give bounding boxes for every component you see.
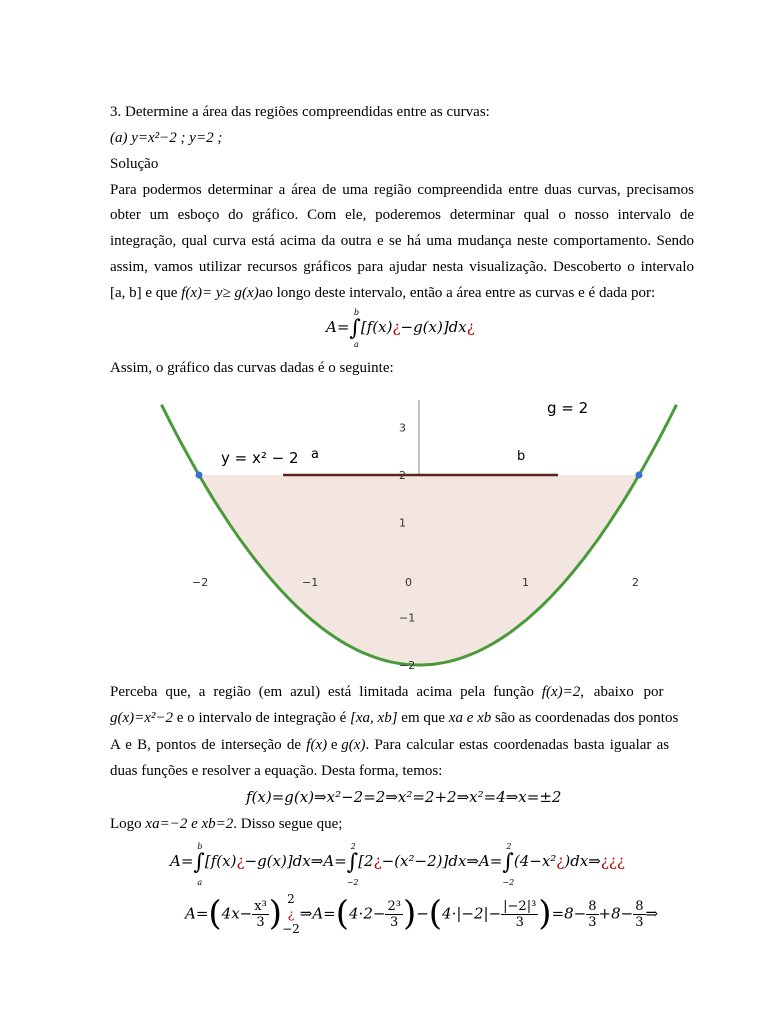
render-error-glyph: ¿ [287,907,295,921]
para2-line-3 [110,736,694,754]
integral-lower-limit: −2 [346,878,359,887]
para2-line-2-math3: xa e xb [448,710,492,726]
final-eq-part: +8− [598,904,634,923]
eval-lower: −2 [282,922,300,936]
fraction [586,899,598,930]
render-error-glyph: ¿ [466,318,475,336]
solve-equation [246,788,561,806]
fraction-numerator: x³ [254,899,267,914]
paren-close: ) [538,893,552,934]
render-error-glyph: ¿¿¿ [600,852,625,870]
para2-line-2-math1: g(x)=x²−2 [110,710,174,726]
integral-upper-limit: 2 [506,842,512,851]
render-error-glyph: ¿ [556,852,565,870]
para2-line-2 [110,709,694,727]
area-formula [326,308,475,349]
para2-line-1-text: Perceba que, a região (em azul) está limitada acima pela função [110,684,542,700]
para2-line-2-text-c: são as coordenadas dos pontos [491,710,679,726]
y-tick-label: 2 [399,469,406,482]
logo-line-math: xa=−2 e xb=2 [145,816,234,832]
para2-line-1 [110,683,694,701]
x-tick-label: 2 [632,576,639,589]
fraction-denominator: 3 [635,915,644,930]
fraction [252,899,269,930]
para2-line-1-end: , abaixo por [580,684,664,700]
y-tick-label: 3 [399,421,406,435]
solve-equation-text: f(x)=g(x)⇒x²−2=2⇒x²=2+2⇒x²=4⇒x=±2 [246,788,562,806]
intro-line-2: obter um esboço do gráfico. Com ele, poderemos determinar qual o nosso intervalo de [110,207,694,223]
fraction [501,899,538,930]
fraction [633,899,645,930]
eval-upper: 2 [287,892,295,906]
paren-open: ( [335,893,350,934]
paren-open: ( [428,893,443,934]
integral-chain-part: −g(x)]dx⇒A= [244,852,347,870]
integral-upper-limit: 2 [350,842,356,851]
x-tick-label: −1 [302,576,319,589]
intro-line-1: Para podermos determinar a área de uma região compreendida entre duas curvas, precisamos [110,182,694,198]
integral-chain-part: [f(x) [204,852,237,870]
intro-line-5 [110,284,694,302]
graph-intro: Assim, o gráfico das curvas dadas é o seguinte: [110,360,394,376]
curve-label: y = x² − 2 [221,449,299,467]
intro-line-5-math: f(x)= y≥ g(x) [181,285,259,301]
fraction-denominator: 3 [515,915,524,930]
problem-heading: 3. Determine a área das regiões compreendidas entre as curvas: [110,104,490,120]
final-eq-part: A= [185,904,209,923]
line-label: g = 2 [547,399,589,417]
y-tick-label: −2 [399,659,416,672]
point-a-label: a [311,447,319,462]
final-eq-part: 4·|−2|− [442,904,502,923]
logo-line [110,815,694,833]
point-b-label: b [517,449,526,464]
x-tick-label: 1 [522,576,529,589]
fraction-numerator: 2³ [387,899,401,914]
intro-line-5-end: ao longo deste intervalo, então a área entre as curvas e é dada por: [258,285,656,301]
area-formula-body-b: −g(x)]dx [400,318,467,336]
para2-line-3-math2: g(x) [341,737,366,753]
logo-line-end: . Disso segue que; [233,816,343,832]
fraction-numerator: 8 [635,899,644,914]
fraction-denominator: 3 [588,915,597,930]
integral-lower-limit: a [197,878,203,887]
intro-line-5-start: [a, b] e que [110,285,182,301]
para2-line-3-text-b: e [327,737,342,753]
x-tick-label: 0 [405,576,412,589]
integral-sign: ∫ [349,316,361,341]
evaluation-limits [282,892,300,937]
final-eq-part: 4·2− [349,904,386,923]
final-eq-part: − [416,904,429,923]
x-tick-label: −2 [192,576,209,589]
final-eq-part: ⇒A= [299,904,336,923]
fraction-denominator: 3 [256,915,265,930]
integral-sign: ∫ [346,850,359,875]
intro-line-4: assim, vamos utilizar recursos gráficos para ajudar nesta visualização. Descoberto o intervalo [110,259,694,275]
area-formula-body-a: [f(x) [360,318,393,336]
final-eq-part: ⇒ [645,904,659,923]
integral-lower-limit: −2 [502,878,515,887]
integral-chain-part: )dx⇒ [564,852,601,870]
fraction-numerator: 8 [588,899,597,914]
fraction [385,899,402,930]
para2-line-1-math: f(x)=2 [541,684,581,700]
fraction-numerator: |−2|³ [503,899,537,914]
y-tick-label: −1 [399,611,416,625]
paren-close: ) [402,893,417,934]
integral-chain-part: (4−x² [513,852,557,870]
render-error-glyph: ¿ [392,318,401,336]
para2-line-2-text-b: em que [397,710,449,726]
integral-sign: ∫ [502,850,514,875]
paren-open: ( [208,893,222,934]
solution-label: Solução [110,156,159,172]
para2-line-4: duas funções e resolver a equação. Desta forma, temos: [110,763,443,779]
parabola-graph [192,395,639,672]
integral-chain-part: −(x²−2)]dx⇒A= [381,852,503,870]
point-b [636,472,643,479]
final-eq-part: 4x− [221,904,253,923]
para2-line-2-text-a: e o intervalo de integração é [173,710,351,726]
para2-line-3-text-c: . Para calcular estas coordenadas basta igualar as [365,737,670,753]
final-eq-part: =8− [551,904,587,923]
para2-line-3-math1: f(x) [306,737,328,753]
integral-upper-limit: b [197,842,203,851]
paren-close: ) [268,893,283,934]
integral-lower-limit: a [354,340,359,349]
area-formula-lhs: A= [326,318,350,336]
problem-item-a: (a) y=x²−2 ; y=2 ; [110,130,223,146]
render-error-glyph: ¿ [373,852,382,870]
integral-chain-part: [2 [358,852,374,870]
render-error-glyph: ¿ [236,852,245,870]
point-a [196,472,203,479]
logo-line-start: Logo [110,816,146,832]
fraction-denominator: 3 [390,915,399,930]
integral-upper-limit: b [354,308,360,317]
integral-chain-part: A= [170,852,194,870]
integral-sign: ∫ [193,850,205,875]
para2-line-2-math2: [xa, xb] [350,710,398,726]
integral-chain [170,842,625,887]
y-tick-label: 1 [399,516,406,530]
final-evaluation [185,892,658,937]
para2-line-3-text-a: A e B, pontos de interseção de [110,737,307,753]
intro-line-3: integração, qual curva está acima da outra e se há uma mudança neste comportamento. Sendo [110,233,694,249]
